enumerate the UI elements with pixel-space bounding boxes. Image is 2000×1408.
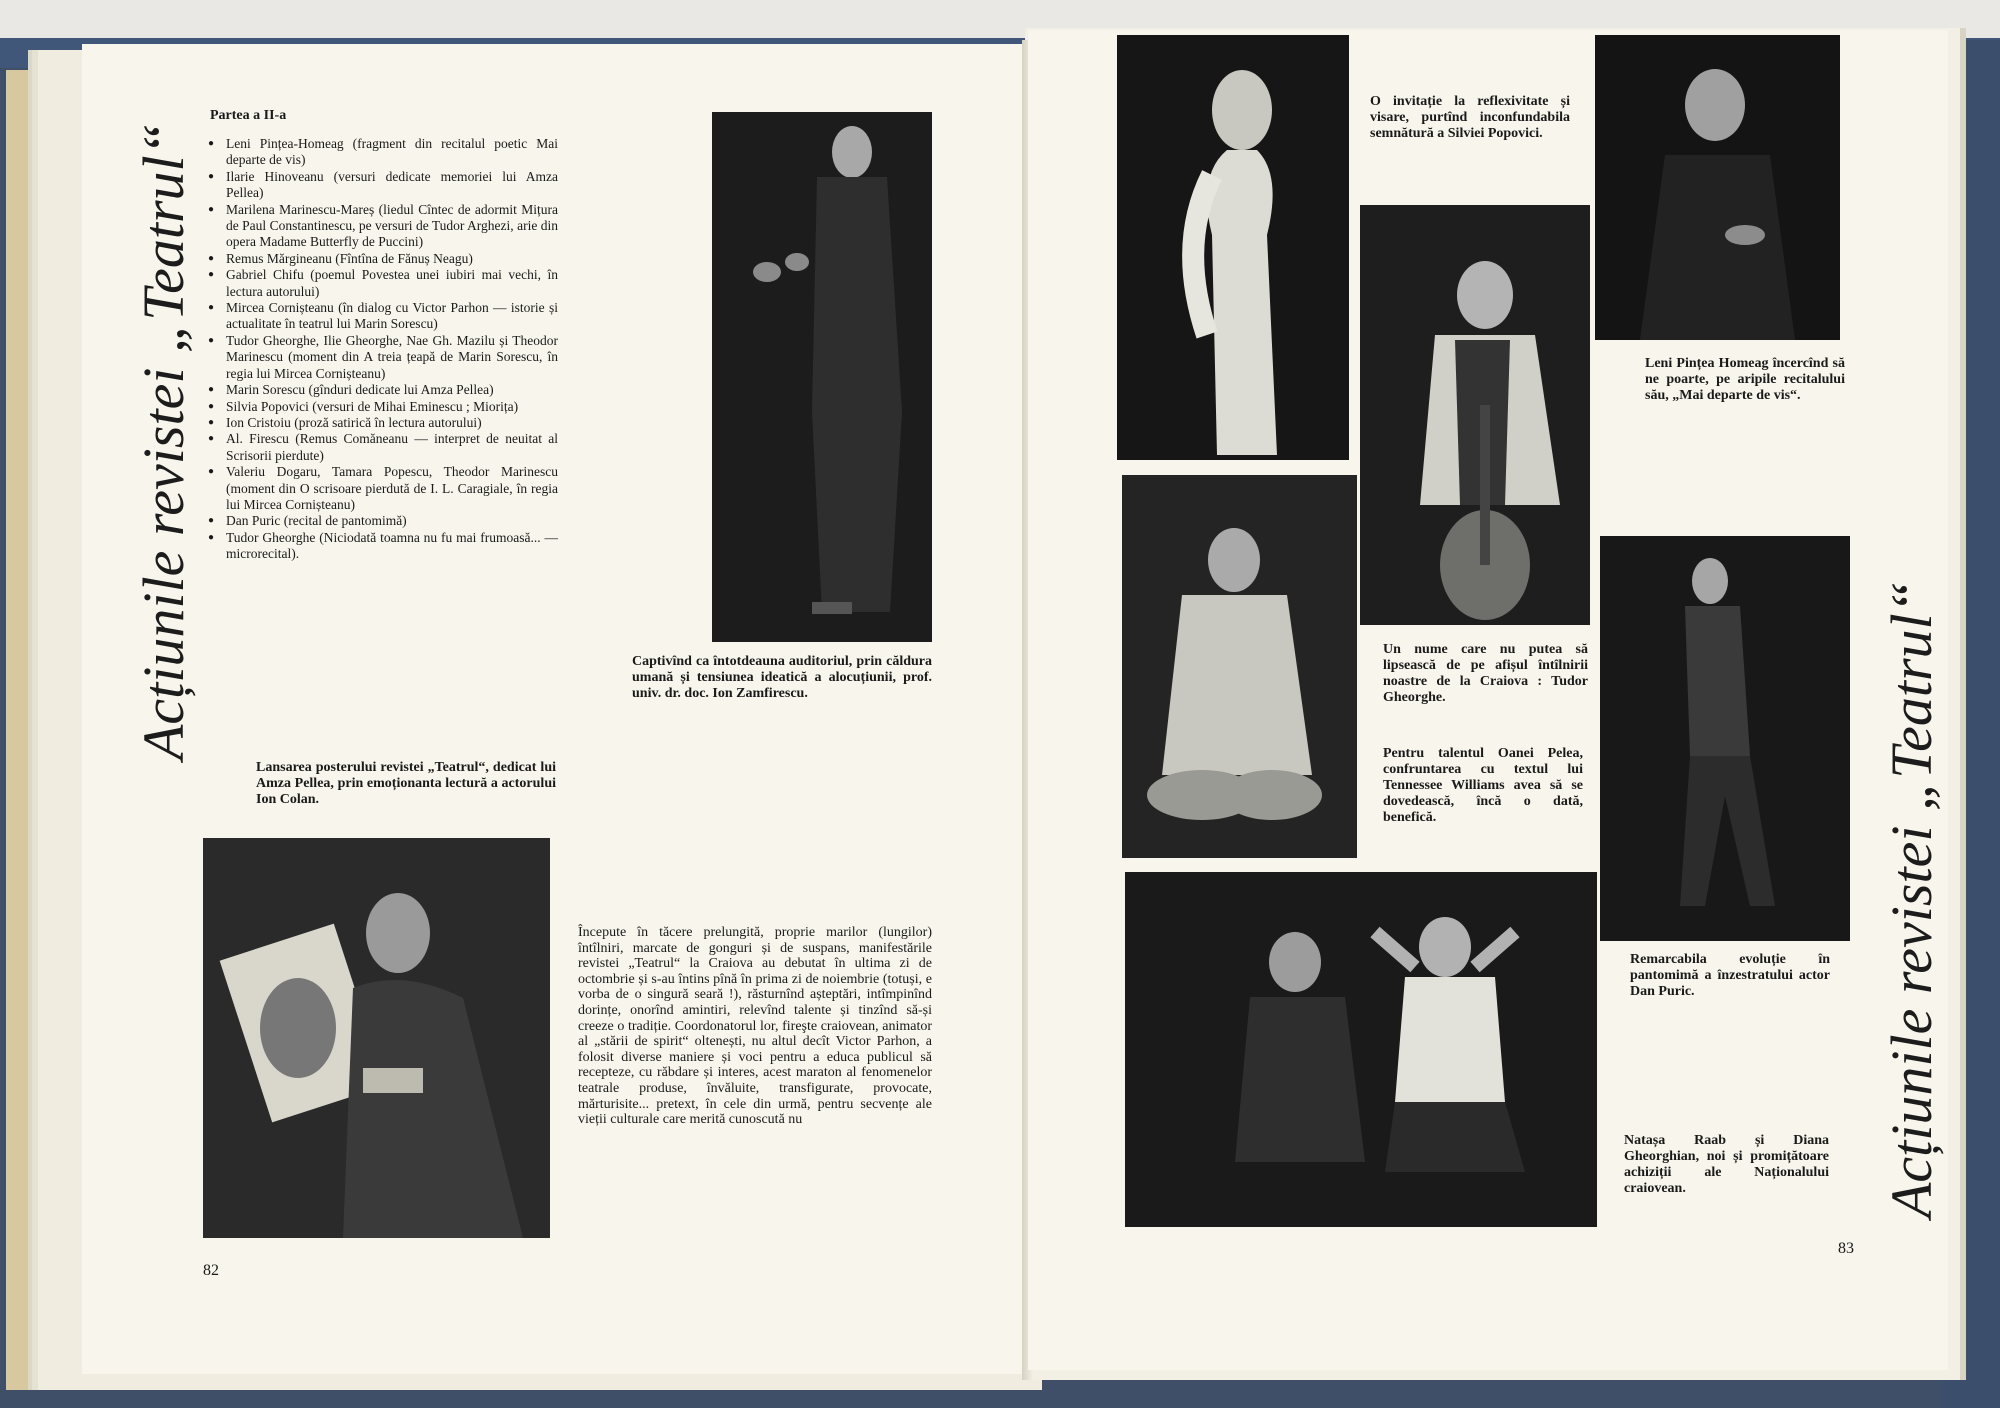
photo-oana-pelea <box>1122 475 1357 858</box>
program-item: ● Tudor Gheorghe, Ilie Gheorghe, Nae Gh. Mazilu și Theodor Marinescu (moment din A treia țeapă de Marin Sorescu, în regia lui Mircea Cornișteanu) <box>208 333 558 382</box>
program-item: ● Ilarie Hinoveanu (versuri dedicate memoriei lui Amza Pellea) <box>208 169 558 202</box>
caption-natasa: Natașa Raab și Diana Gheorghian, noi și promițătoare achiziții ale Naționalului craiovean. <box>1624 1133 1829 1196</box>
photo-natasa-diana <box>1125 872 1597 1227</box>
program-item: ● Mircea Cornișteanu (în dialog cu Victor Parhon — istorie și actualitate în teatrul lui Marin Sorescu) <box>208 300 558 333</box>
photo-silvia-popovici <box>1117 35 1349 460</box>
program-list <box>208 136 558 563</box>
caption-poster: Lansarea posterului revistei „Teatrul“, dedicat lui Amza Pellea, prin emoționanta lectură a actorului Ion Colan. <box>256 760 556 807</box>
page-number-right: 83 <box>1838 1240 1854 1257</box>
caption-tudor: Un nume care nu putea să lipsească de pe afișul întîlnirii noastre de la Craiova : Tudor Gheorghe. <box>1383 642 1588 705</box>
program-item: ● Silvia Popovici (versuri de Mihai Eminescu ; Miorița) <box>208 399 558 415</box>
program-item: ● Gabriel Chifu (poemul Povestea unei iubiri mai vechi, în lectura autorului) <box>208 267 558 300</box>
caption-speaker: Captivînd ca întotdeauna auditoriul, prin căldura umană și tensiunea ideatică a alocuțiunii, prof. univ. dr. doc. Ion Zamfirescu. <box>632 654 932 701</box>
article-text: Începute în tăcere prelungită, proprie marilor (lungilor) întîlniri, marcate de gonguri și de suspans, manifestările revistei „Teatrul“ la Craiova au debutat în ultima zi de octombrie și s-au întins pînă în prima zi de noiembrie (totuși, e vorba de o singură seară !), răsturnînd așteptări, intîmpinînd dorințe, onorînd amintiri, relevînd talente și tinzînd să-și creeze o tradiție. Coordonatorul lor, fireşte craiovean, animator al „stării de spirit“ oltenești, nu altul decît Victor Parhon, a folosit diverse maniere și voci pentru a educa publicul să recepteze, cu răbdare și interes, acest maraton al fenomenelor teatrale produse, învăluite, transfigurate, provocate, mărturisite... pretext, în cele din urmă, pentru secvențe ale vieții culturale care merită cunoscută nu <box>578 925 932 1128</box>
program-item: ● Remus Mărgineanu (Fîntîna de Fănuș Neagu) <box>208 251 558 267</box>
caption-leni: Leni Pințea Homeag încercînd să ne poarte, pe aripile recitalului său, „Mai departe de vis“. <box>1645 356 1845 403</box>
right-vertical-title: Acțiunile revistei „Teatrul“ <box>1879 581 1944 1218</box>
program-item: ● Valeriu Dogaru, Tamara Popescu, Theodor Marinescu (moment din O scrisoare pierdută de I. L. Caragiale, în regia lui Mircea Cornișteanu) <box>208 464 558 513</box>
caption-puric: Remarcabila evoluție în pantomimă a înzestratului actor Dan Puric. <box>1630 952 1830 999</box>
program-item: ● Marin Sorescu (gînduri dedicate lui Amza Pellea) <box>208 382 558 398</box>
photo-speaker <box>712 112 932 642</box>
program-item: ● Tudor Gheorghe (Niciodată toamna nu fu mai frumoasă... — microrecital). <box>208 530 558 563</box>
photo-dan-puric <box>1600 536 1850 941</box>
program-subheading: Partea a II-a <box>210 108 287 123</box>
left-vertical-title: Acțiunile revistei „Teatrul“ <box>131 123 196 760</box>
photo-leni-pintea-homeag <box>1595 35 1840 340</box>
program-item: ● Leni Pințea-Homeag (fragment din recitalul poetic Mai departe de vis) <box>208 136 558 169</box>
program-item: ● Al. Firescu (Remus Comăneanu — interpret de neuitat al Scrisorii pierdute) <box>208 431 558 464</box>
program-item: ● Dan Puric (recital de pantomimă) <box>208 513 558 529</box>
photo-poster-reading <box>203 838 550 1238</box>
page-number-left: 82 <box>203 1262 219 1279</box>
caption-silvia: O invitație la reflexivitate și visare, purtînd inconfundabila semnătură a Silviei Popovici. <box>1370 94 1570 141</box>
photo-tudor-gheorghe <box>1360 205 1590 625</box>
caption-oana: Pentru talentul Oanei Pelea, confruntarea cu textul lui Tennessee Williams avea să se dovedească, încă o dată, benefică. <box>1383 746 1583 825</box>
program-item: ● Ion Cristoiu (proză satirică în lectura autorului) <box>208 415 558 431</box>
program-item: ● Marilena Marinescu-Mareș (liedul Cîntec de adormit Mițura de Paul Constantinescu, pe versuri de Tudor Arghezi, arie din opera Madame Butterfly de Puccini) <box>208 202 558 251</box>
